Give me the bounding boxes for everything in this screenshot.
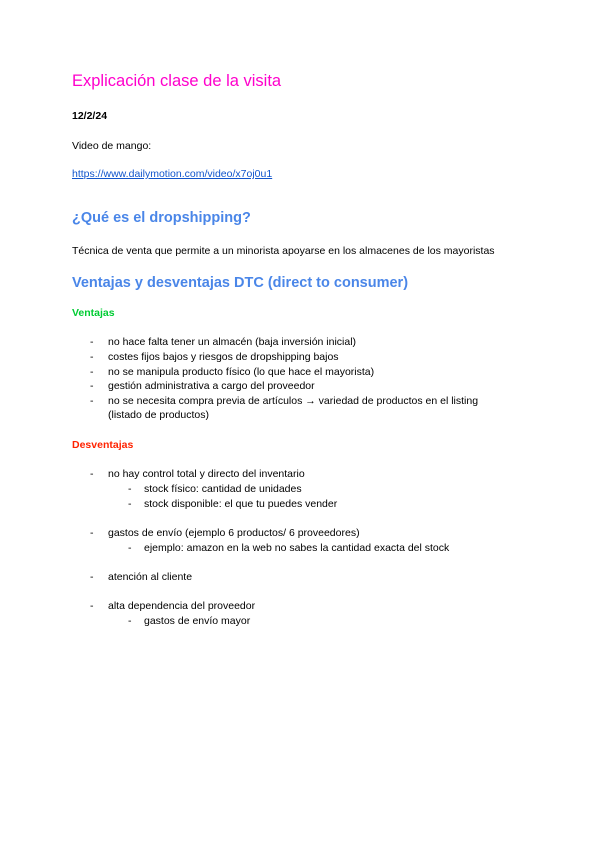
list-item: - no se necesita compra previa de artículos → variedad de productos en el listing: [91, 394, 478, 409]
list-item: - atención al cliente: [91, 570, 192, 585]
heading-what-is-dropshipping: ¿Qué es el dropshipping?: [72, 210, 251, 226]
list-item: - gestión administrativa a cargo del proveedor: [91, 379, 478, 394]
list-item: - no hace falta tener un almacén (baja inversión inicial): [91, 335, 478, 350]
document-title: Explicación clase de la visita: [72, 72, 282, 90]
desventajas-heading: Desventajas: [72, 439, 134, 451]
list-item: - no hay control total y directo del inventario: [91, 467, 305, 482]
desventajas-sublist: [128, 482, 337, 512]
desventajas-sublist: [128, 614, 250, 629]
sub-list-item: - ejemplo: amazon en la web no sabes la cantidad exacta del stock: [128, 541, 449, 556]
list-item: - alta dependencia del proveedor: [91, 599, 255, 614]
ventajas-heading: Ventajas: [72, 307, 115, 319]
list-item: - costes fijos bajos y riesgos de dropshipping bajos: [91, 350, 478, 365]
heading-dtc: Ventajas y desventajas DTC (direct to consumer): [72, 275, 409, 291]
desventajas-list: [91, 467, 305, 482]
video-link[interactable]: https://www.dailymotion.com/video/x7oj0u1: [72, 168, 273, 180]
definition-text: Técnica de venta que permite a un minorista apoyarse en los almacenes de los mayoristas: [72, 245, 495, 257]
list-item: - no se manipula producto físico (lo que hace el mayorista): [91, 365, 478, 380]
desventajas-sublist: [128, 541, 449, 556]
document-date: 12/2/24: [72, 110, 108, 122]
desventajas-list: [91, 599, 255, 614]
sub-list-item: - stock disponible: el que tu puedes vender: [128, 497, 337, 512]
list-item: - gastos de envío (ejemplo 6 productos/ 6 proveedores): [91, 526, 360, 541]
video-label: Video de mango:: [72, 140, 152, 152]
desventajas-list: [91, 526, 360, 541]
desventajas-list: [91, 570, 192, 585]
sub-list-item: - gastos de envío mayor: [128, 614, 250, 629]
ventajas-continuation: (listado de productos): [108, 409, 209, 421]
ventajas-list: [91, 335, 478, 409]
sub-list-item: - stock físico: cantidad de unidades: [128, 482, 337, 497]
